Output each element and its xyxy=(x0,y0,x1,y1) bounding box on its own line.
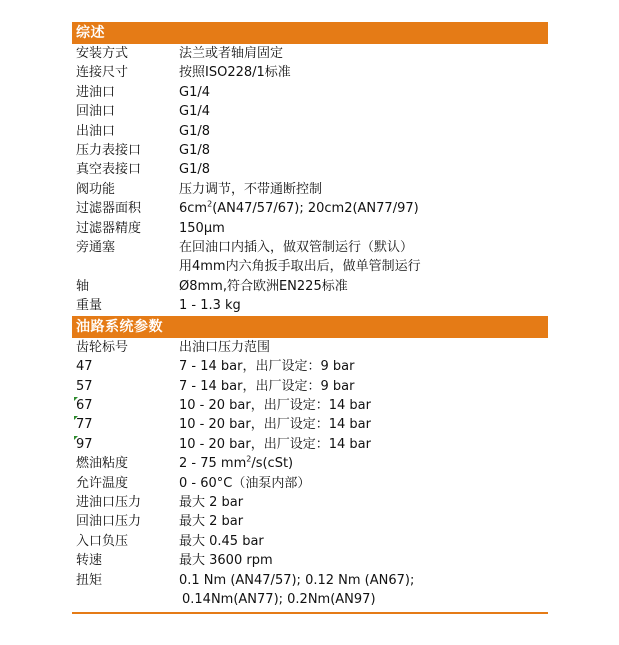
value-line: 用4mm内六角扳手取出后，做单管制运行 xyxy=(179,259,421,275)
spec-value: 最大 2 bar xyxy=(179,494,244,510)
superscript: 2 xyxy=(207,199,213,209)
spec-row-filter-area xyxy=(72,199,548,218)
spec-row-return xyxy=(72,102,548,121)
spec-value xyxy=(179,571,548,610)
spec-value xyxy=(179,238,548,277)
spec-row-gear-97 xyxy=(72,435,548,454)
spec-row-connection xyxy=(72,63,548,82)
spec-label: 压力表接口 xyxy=(76,143,142,159)
spec-value: Ø8mm,符合欧洲EN225标准 xyxy=(179,278,348,294)
spec-label: 过滤器精度 xyxy=(76,220,142,236)
spec-label: 97 xyxy=(72,435,179,454)
value-text: /s(cSt) xyxy=(251,456,294,472)
spec-value: G1/8 xyxy=(179,123,210,139)
spec-value: 7 - 14 bar，出厂设定：9 bar xyxy=(179,359,355,375)
spec-label: 旁通塞 xyxy=(76,240,116,256)
spec-value: 10 - 20 bar，出厂设定：14 bar xyxy=(179,417,371,433)
superscript: 2 xyxy=(246,454,252,464)
spec-value: 出油口压力范围 xyxy=(179,339,271,355)
spec-value: 最大 3600 rpm xyxy=(179,553,273,569)
spec-row-vacuum-gauge xyxy=(72,160,548,179)
spec-row-fuel-viscosity xyxy=(72,454,548,473)
spec-row-shaft xyxy=(72,277,548,296)
spec-row-gear-57 xyxy=(72,377,548,396)
spec-label: 回油口 xyxy=(76,104,116,120)
spec-row-gear-77 xyxy=(72,415,548,434)
spec-label: 轴 xyxy=(76,278,90,294)
spec-row-speed xyxy=(72,551,548,570)
spec-value: G1/8 xyxy=(179,162,210,178)
spec-value: 150μm xyxy=(179,220,225,236)
value-line: 0.14Nm(AN77); 0.2Nm(AN97) xyxy=(182,591,376,607)
spec-label: 扭矩 xyxy=(76,572,103,588)
spec-row-return-pressure xyxy=(72,512,548,531)
spec-value: G1/8 xyxy=(179,143,210,159)
spec-value: G1/4 xyxy=(179,84,210,100)
spec-label: 回油口压力 xyxy=(76,514,142,530)
spec-row-mounting xyxy=(72,44,548,63)
spec-label: 转速 xyxy=(76,553,103,569)
spec-row-torque xyxy=(72,571,548,610)
value-line: 在回油口内插入，做双管制运行（默认） xyxy=(179,240,414,256)
section-header-oil-circuit: 油路系统参数 xyxy=(72,316,548,338)
spec-value: 10 - 20 bar，出厂设定：14 bar xyxy=(179,397,371,413)
spec-value: 7 - 14 bar，出厂设定：9 bar xyxy=(179,378,355,394)
spec-value: 1 - 1.3 kg xyxy=(179,298,241,314)
spec-label: 燃油粘度 xyxy=(76,456,129,472)
spec-label: 过滤器面积 xyxy=(76,201,142,217)
section-header-overview: 综述 xyxy=(72,22,548,44)
spec-row-gear-47 xyxy=(72,357,548,376)
value-line: 0.1 Nm (AN47/57); 0.12 Nm (AN67); xyxy=(179,572,415,588)
bottom-divider xyxy=(72,612,548,614)
spec-label: 77 xyxy=(72,415,179,434)
spec-label: 允许温度 xyxy=(76,475,129,491)
spec-row-bypass-plug xyxy=(72,238,548,277)
spec-row-valve-function xyxy=(72,180,548,199)
spec-value: 法兰或者轴肩固定 xyxy=(179,46,284,61)
spec-row-outlet xyxy=(72,122,548,141)
spec-row-inlet-vacuum xyxy=(72,532,548,551)
spec-label: 67 xyxy=(72,396,179,415)
spec-row-pressure-gauge xyxy=(72,141,548,160)
spec-value: 最大 0.45 bar xyxy=(179,533,264,549)
spec-label: 连接尺寸 xyxy=(76,65,129,81)
spec-row-gear-67 xyxy=(72,396,548,415)
spec-value xyxy=(179,199,548,218)
spec-row-gear-number xyxy=(72,338,548,357)
spec-value: 0 - 60°C（油泵内部） xyxy=(179,475,311,491)
spec-label: 阀功能 xyxy=(76,181,116,197)
spec-label: 进油口 xyxy=(76,84,116,100)
spec-label: 安装方式 xyxy=(76,46,129,61)
spec-label: 47 xyxy=(76,359,93,375)
spec-value: 压力调节，不带通断控制 xyxy=(179,181,323,197)
spec-row-inlet-pressure xyxy=(72,493,548,512)
spec-value: 10 - 20 bar，出厂设定：14 bar xyxy=(179,436,371,452)
spec-row-filter-precision xyxy=(72,219,548,238)
spec-label: 57 xyxy=(76,378,93,394)
spec-label: 进油口压力 xyxy=(76,494,142,510)
spec-label: 真空表接口 xyxy=(76,162,142,178)
value-text: 6cm xyxy=(179,201,208,217)
spec-row-temperature xyxy=(72,474,548,493)
spec-label: 齿轮标号 xyxy=(76,339,129,355)
spec-value: G1/4 xyxy=(179,104,210,120)
spec-value xyxy=(179,454,548,473)
spec-label: 出油口 xyxy=(76,123,116,139)
spec-value: 最大 2 bar xyxy=(179,514,244,530)
value-text: 2 - 75 mm xyxy=(179,456,247,472)
value-text: (AN47/57/67); 20cm2(AN77/97) xyxy=(212,201,419,217)
spec-value: 按照ISO228/1标准 xyxy=(179,65,291,81)
spec-row-inlet xyxy=(72,83,548,102)
spec-row-weight xyxy=(72,296,548,315)
spec-table xyxy=(72,22,548,614)
spec-label: 重量 xyxy=(76,298,103,314)
spec-label: 入口负压 xyxy=(76,533,129,549)
